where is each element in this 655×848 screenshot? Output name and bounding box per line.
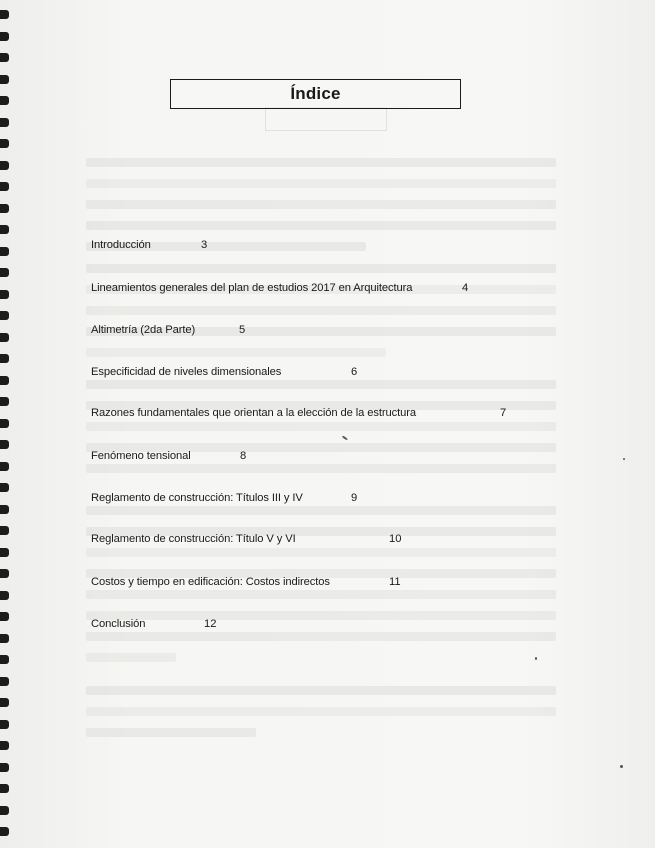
binding-hole: [0, 505, 9, 514]
bleed-through-line: [86, 348, 386, 357]
binding-hole: [0, 225, 9, 234]
binding-hole: [0, 677, 9, 686]
binding-hole: [0, 784, 9, 793]
index-entry-label: Especificidad de niveles dimensionales: [91, 366, 282, 378]
binding-hole: [0, 483, 9, 492]
index-entry-label: Fenómeno tensional: [91, 450, 191, 462]
bleed-through-text: [86, 100, 566, 780]
binding-hole: [0, 763, 9, 772]
binding-hole: [0, 268, 9, 277]
index-entry-label: Conclusión: [91, 618, 146, 630]
binding-hole: [0, 75, 9, 84]
binding-hole: [0, 591, 9, 600]
binding-hole: [0, 376, 9, 385]
scan-speck: [535, 657, 537, 660]
index-entry-page: 3: [201, 239, 208, 251]
binding-hole: [0, 698, 9, 707]
page-title: Índice: [290, 84, 341, 103]
index-entry-label: Reglamento de construcción: Título V y VI: [91, 533, 296, 545]
binding-hole: [0, 548, 9, 557]
index-entry-label: Introducción: [91, 239, 151, 251]
binding-hole: [0, 161, 9, 170]
binding-hole: [0, 354, 9, 363]
binding-hole: [0, 397, 9, 406]
bleed-through-line: [86, 380, 556, 389]
index-entry-page: 11: [389, 576, 401, 588]
binding-hole: [0, 612, 9, 621]
index-entry-page: 10: [389, 533, 402, 545]
binding-hole: [0, 96, 9, 105]
index-entry-page: 5: [239, 324, 246, 336]
bleed-through-line: [86, 200, 556, 209]
binding-hole: [0, 720, 9, 729]
binding-hole: [0, 462, 9, 471]
binding-hole: [0, 655, 9, 664]
index-entry-page: 7: [500, 407, 507, 419]
bleed-through-line: [86, 686, 556, 695]
binding-hole: [0, 440, 9, 449]
bleed-through-line: [86, 464, 556, 473]
bleed-through-line: [86, 179, 556, 188]
bleed-through-line: [86, 707, 556, 716]
bleed-through-line: [86, 306, 556, 315]
binding-hole: [0, 182, 9, 191]
binding-hole: [0, 118, 9, 127]
binding-hole: [0, 827, 9, 836]
scan-speck: [623, 458, 625, 460]
binding-hole: [0, 139, 9, 148]
binding-hole: [0, 333, 9, 342]
scan-speck: [620, 765, 623, 768]
bleed-through-line: [86, 728, 256, 737]
index-entry-label: Razones fundamentales que orientan a la elección de la estructura: [91, 407, 416, 419]
index-title-box: [170, 79, 461, 109]
bleed-through-line: [86, 548, 556, 557]
bleed-through-line: [86, 590, 556, 599]
binding-hole: [0, 290, 9, 299]
bleed-through-line: [86, 653, 176, 662]
index-entry-page: 9: [351, 492, 358, 504]
binding-hole: [0, 247, 9, 256]
index-entry-page: 8: [240, 450, 247, 462]
binding-hole: [0, 32, 9, 41]
bleed-through-line: [86, 611, 556, 620]
index-entry-page: 12: [204, 618, 217, 630]
index-entry-label: Costos y tiempo en edificación: Costos indirectos: [91, 576, 330, 588]
index-entry-label: Altimetría (2da Parte): [91, 324, 196, 336]
binding-hole: [0, 419, 9, 428]
binding-hole: [0, 10, 9, 19]
index-entry-label: Lineamientos generales del plan de estudios 2017 en Arquitectura: [91, 282, 413, 294]
bleed-through-line: [86, 221, 556, 230]
bleed-through-line: [86, 158, 556, 167]
bleed-through-line: [86, 506, 556, 515]
binding-hole: [0, 741, 9, 750]
spiral-binding: [0, 0, 12, 848]
binding-hole: [0, 569, 9, 578]
index-entry-page: 6: [351, 366, 358, 378]
binding-hole: [0, 53, 9, 62]
binding-hole: [0, 634, 9, 643]
binding-hole: [0, 204, 9, 213]
binding-hole: [0, 526, 9, 535]
bleed-through-line: [86, 264, 556, 273]
index-entry-page: 4: [462, 282, 469, 294]
index-entry-label: Reglamento de construcción: Títulos III y IV: [91, 492, 303, 504]
binding-hole: [0, 806, 9, 815]
bleed-through-line: [86, 632, 556, 641]
bleed-through-line: [86, 422, 556, 431]
binding-hole: [0, 311, 9, 320]
